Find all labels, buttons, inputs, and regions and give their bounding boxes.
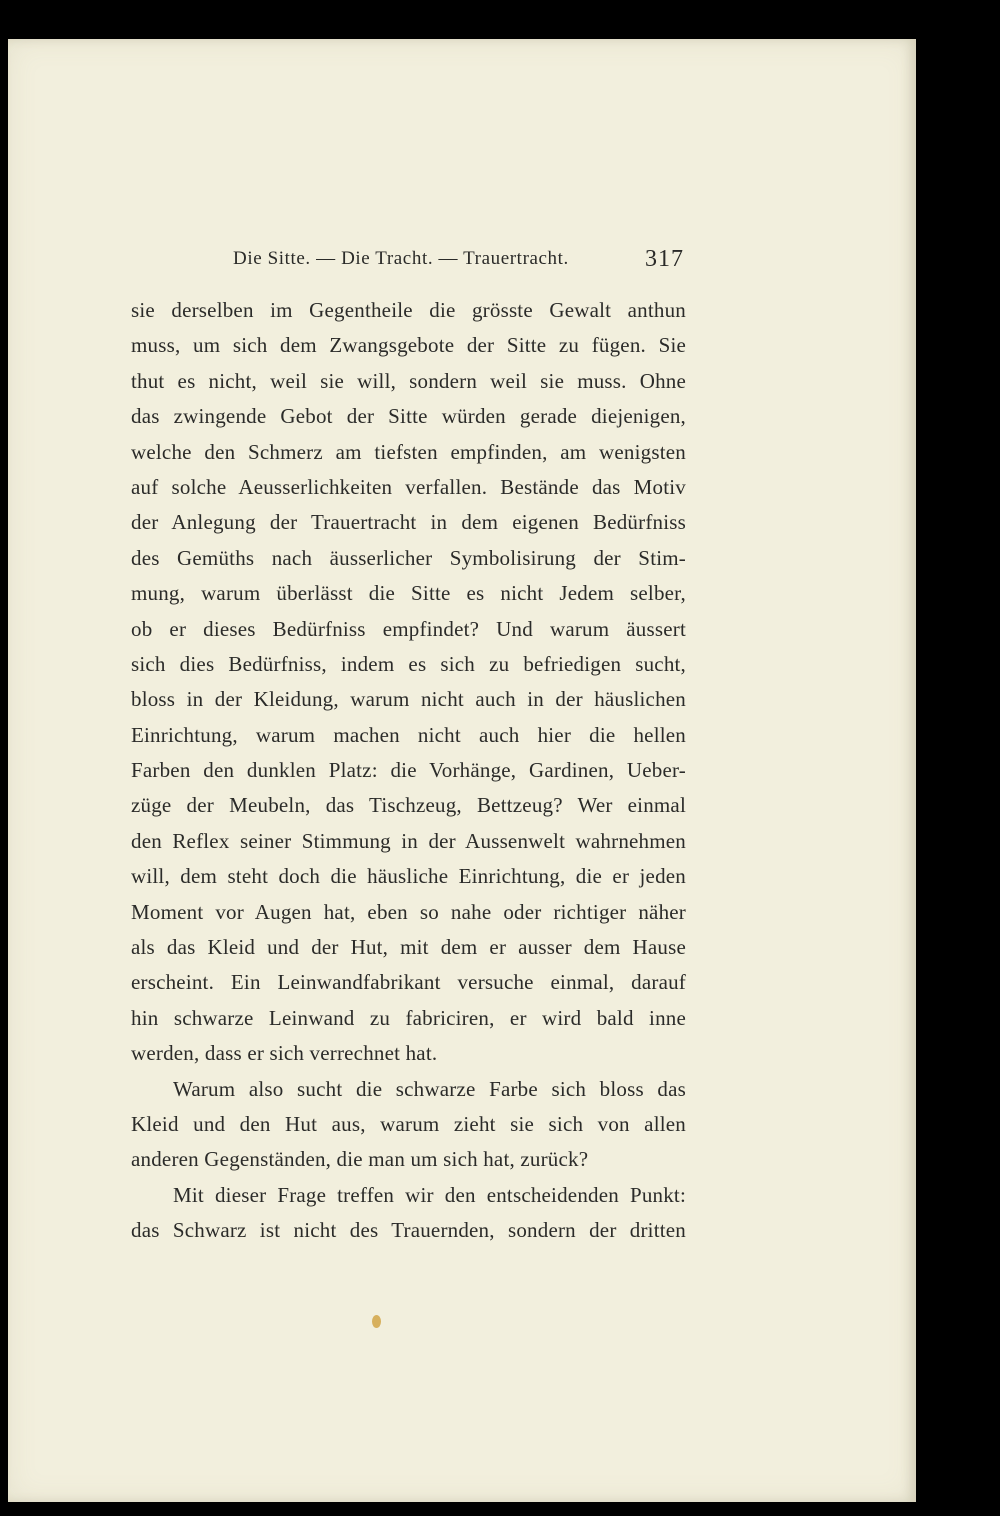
text-line: der Anlegung der Trauertracht in dem eigenen Bedürfniss: [131, 510, 686, 535]
text-line: muss, um sich dem Zwangsgebote der Sitte zu fügen. Sie: [131, 333, 686, 358]
text-line: will, dem steht doch die häusliche Einrichtung, die er jeden: [131, 864, 686, 889]
text-line: werden, dass er sich verrechnet hat.: [131, 1041, 438, 1066]
page-header: [8, 246, 916, 276]
text-line: züge der Meubeln, das Tischzeug, Bettzeug? Wer einmal: [131, 793, 686, 818]
ink-spot: [372, 1315, 381, 1328]
text-line: das zwingende Gebot der Sitte würden gerade diejenigen,: [131, 404, 686, 429]
text-line: ob er dieses Bedürfniss empfindet? Und warum äussert: [131, 616, 686, 641]
text-line: Moment vor Augen hat, eben so nahe oder richtiger näher: [131, 899, 686, 924]
text-line: sie derselben im Gegentheile die grösste Gewalt anthun: [131, 298, 686, 322]
text-line: thut es nicht, weil sie will, sondern weil sie muss. Ohne: [131, 368, 686, 393]
page-number: 317: [645, 246, 684, 272]
book-page: [8, 39, 916, 1502]
text-line: erscheint. Ein Leinwandfabrikant versuche einmal, darauf: [131, 970, 686, 995]
body-text: [131, 293, 686, 1249]
text-line: Farben den dunklen Platz: die Vorhänge, Gardinen, Ueber-: [131, 758, 686, 783]
text-line: welche den Schmerz am tiefsten empfinden, am wenigsten: [131, 439, 686, 464]
text-line: Einrichtung, warum machen nicht auch hier die hellen: [131, 722, 686, 747]
text-line: des Gemüths nach äusserlicher Symbolisirung der Stim-: [131, 545, 686, 570]
text-line: Warum also sucht die schwarze Farbe sich bloss das: [173, 1076, 686, 1101]
text-line: das Schwarz ist nicht des Trauernden, sondern der dritten: [131, 1218, 686, 1243]
text-line: mung, warum überlässt die Sitte es nicht Jedem selber,: [131, 581, 686, 606]
text-line: sich dies Bedürfniss, indem es sich zu befriedigen sucht,: [131, 651, 686, 676]
text-line: bloss in der Kleidung, warum nicht auch in der häuslichen: [131, 687, 686, 712]
text-line: den Reflex seiner Stimmung in der Aussenwelt wahrnehmen: [131, 828, 686, 853]
running-head: Die Sitte. — Die Tracht. — Trauertracht.: [233, 248, 569, 269]
text-line: anderen Gegenständen, die man um sich hat, zurück?: [131, 1147, 589, 1172]
text-line: auf solche Aeusserlichkeiten verfallen. Bestände das Motiv: [131, 474, 686, 499]
text-line: als das Kleid und der Hut, mit dem er ausser dem Hause: [131, 935, 686, 960]
text-line: Mit dieser Frage treffen wir den entscheidenden Punkt:: [173, 1182, 686, 1207]
text-line: hin schwarze Leinwand zu fabriciren, er wird bald inne: [131, 1005, 686, 1030]
text-line: Kleid und den Hut aus, warum zieht sie sich von allen: [131, 1111, 686, 1136]
